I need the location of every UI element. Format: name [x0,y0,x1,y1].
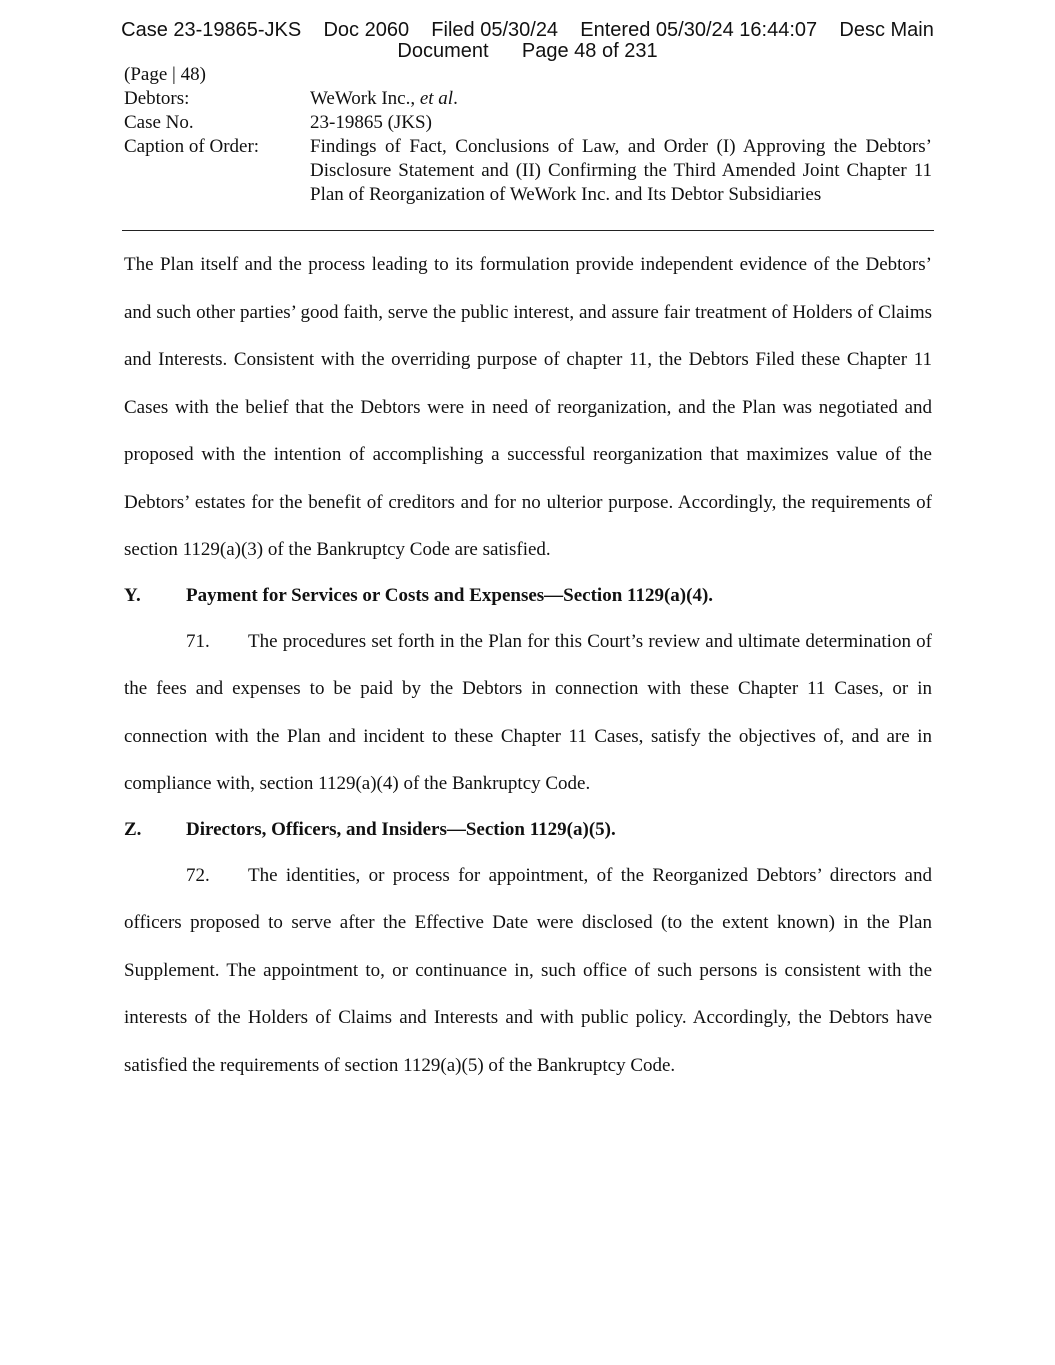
page-reference-row [124,63,932,87]
section-y-letter: Y. [124,584,141,606]
debtors-value-end: . [453,88,458,109]
debtors-row [124,87,932,111]
intro-paragraph: The Plan itself and the process leading to its formulation provide independent evidence of the Debtors’ and such other parties’ good faith, serve the public interest, and assure fair treatment of Holders of Claims and Interests. Consistent with the overriding purpose of chapter 11, the Debtors Filed these Chapter 11 Cases with the belief that the Debtors were in need of reorganization, and the Plan was negotiated and proposed with the intention of accomplishing a successful reorganization that maximizes value of the Debtors’ estates for the benefit of creditors and for no ulterior purpose. Accordingly, the requirements of section 1129(a)(3) of the Bankruptcy Code are satisfied. [124,254,932,560]
paragraph-72-number: 72. [186,864,210,886]
case-number-value: 23-19865 (JKS) [310,112,432,133]
paragraph-72-text: The identities, or process for appointment, of the Reorganized Debtors’ directors and officers proposed to serve after the Effective Date were disclosed (to the extent known) in the Plan Supplement. The appointment to, or continuance in, such office of such persons is consistent with the interests of the Holders of Claims and Interests and with public policy. Accordingly, the Debtors have satisfied the requirements of section 1129(a)(5) of the Bankruptcy Code. [124,864,932,1076]
debtors-et-al: et al [419,88,454,109]
caption-row [124,135,932,207]
court-filing-stamp [0,20,1055,62]
section-heading-z [124,808,932,852]
debtors-name: WeWork Inc., [310,88,416,109]
section-heading-y [124,574,932,618]
paragraph-71 [124,618,932,808]
debtors-value [310,87,932,111]
case-number-row [124,111,932,135]
paragraph-72 [124,852,932,1090]
debtors-label: Debtors: [124,88,190,109]
caption-header [124,63,932,207]
header-divider [122,230,934,231]
paragraph-71-text: The procedures set forth in the Plan for this Court’s review and ultimate determination of the fees and expenses to be paid by the Debtors in connection with these Chapter 11 Cases, or in connection with the Plan and incident to these Chapter 11 Cases, satisfy the objectives of, and are in compliance with, section 1129(a)(4) of the Bankruptcy Code. [124,630,932,794]
caption-label: Caption of Order: [124,136,260,157]
caption-value: Findings of Fact, Conclusions of Law, and Order (I) Approving the Debtors’ Disclosure Statement and (II) Confirming the Third Amended Joint Chapter 11 Plan of Reorganization of WeWork Inc. and Its Debtor Subsidiaries [310,136,932,205]
filing-stamp-line-2: Document Page 48 of 231 [397,40,658,62]
case-number-label: Case No. [124,112,194,133]
section-z-title: Directors, Officers, and Insiders—Section 1129(a)(5). [186,818,616,840]
page-reference: (Page | 48) [124,64,206,85]
document-body [124,241,932,1089]
section-y-title: Payment for Services or Costs and Expenses—Section 1129(a)(4). [186,584,714,606]
paragraph-71-number: 71. [186,630,210,652]
filing-stamp-line-1: Case 23-19865-JKS Doc 2060 Filed 05/30/24 Entered 05/30/24 16:44:07 Desc Main [121,19,934,41]
section-z-letter: Z. [124,818,142,840]
